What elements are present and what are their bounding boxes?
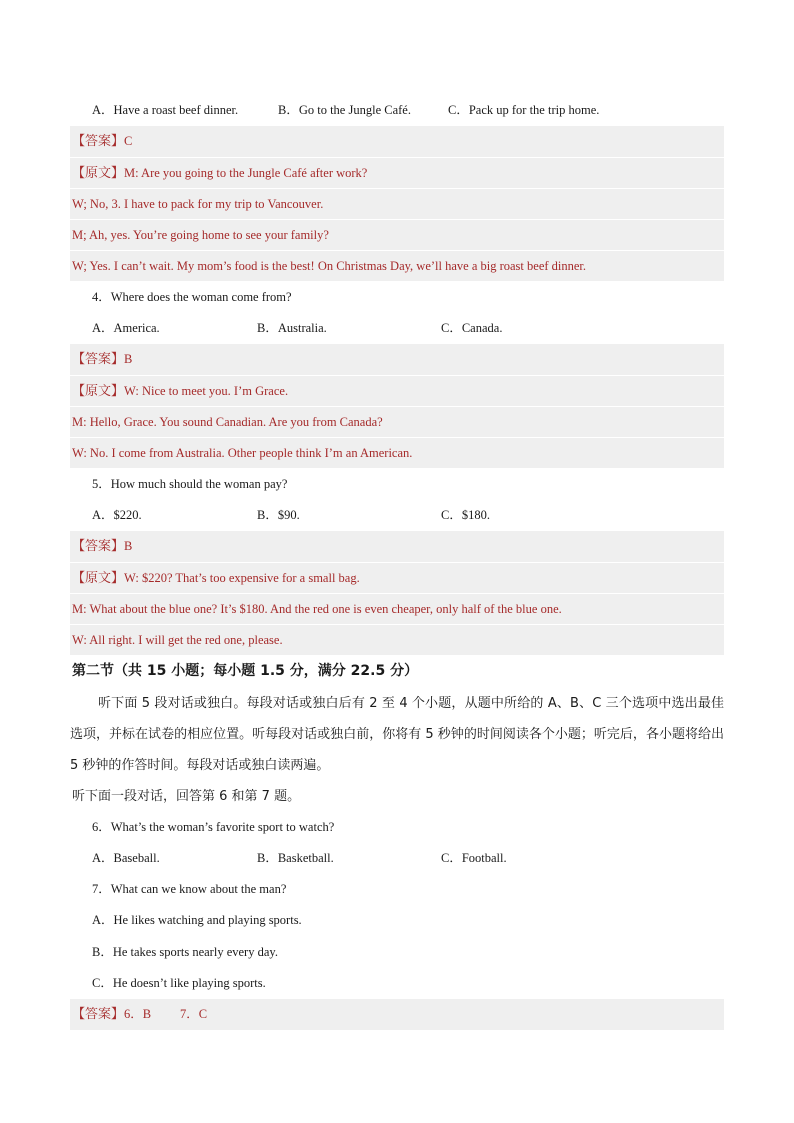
answers-6-7 xyxy=(70,999,724,1030)
q5-question: 5．How much should the woman pay? xyxy=(92,477,288,491)
q6-options xyxy=(70,843,724,874)
q4-options xyxy=(70,313,724,344)
section-heading: 第二节（共 15 小题；每小题 1.5 分，满分 22.5 分） xyxy=(72,663,419,679)
transcript-tag: 【原文】 xyxy=(72,384,125,399)
section-instructions: 听下面 5 段对话或独白。每段对话或独白后有 2 至 4 个小题，从题中所给的 A、B、C 三个选项中选出最佳选项，并标在试卷的相应位置。听每段对话或独白前，你将有 5 秒钟的时间阅读各个小题；听完后，各小题将给出 5 秒钟的作答时间。每段对话或独白读两遍。 xyxy=(70,696,724,773)
answer-tag: 【答案】 xyxy=(72,134,125,149)
answer-value: C xyxy=(124,134,133,148)
q7-option-a: A．He likes watching and playing sports. xyxy=(92,913,302,927)
answer-7: 7．C xyxy=(180,1007,208,1021)
q5-transcript-line-3: W: All right. I will get the red one, please. xyxy=(70,624,724,655)
q3-option-b: B．Go to the Jungle Café. xyxy=(278,103,411,117)
transcript-text: W: Nice to meet you. I’m Grace. xyxy=(124,384,289,398)
q6-option-b: B．Basketball. xyxy=(257,851,334,865)
q4-option-c: C．Canada. xyxy=(441,321,503,335)
answer-tag: 【答案】 xyxy=(72,539,125,554)
q4-question: 4．Where does the woman come from? xyxy=(92,290,292,304)
q7-question: 7．What can we know about the man? xyxy=(92,882,287,896)
q6-option-c: C．Football. xyxy=(441,851,507,865)
q7-option-c: C．He doesn’t like playing sports. xyxy=(92,976,266,990)
answer-value: B xyxy=(124,352,133,366)
transcript-tag: 【原文】 xyxy=(72,166,125,181)
q4-transcript-line-1 xyxy=(70,375,724,406)
q3-transcript-line-4: W; Yes. I can’t wait. My mom’s food is the best! On Christmas Day, we’ll have a big roast beef dinner. xyxy=(70,250,724,281)
q6-option-a: A．Baseball. xyxy=(92,851,160,865)
q3-option-a: A．Have a roast beef dinner. xyxy=(92,103,239,117)
q7-option-b: B．He takes sports nearly every day. xyxy=(92,945,278,959)
answer-tag: 【答案】 xyxy=(72,352,125,367)
q4-answer xyxy=(70,344,724,375)
q3-transcript-line-3: M; Ah, yes. You’re going home to see your family? xyxy=(70,219,724,250)
q5-transcript-line-2: M: What about the blue one? It’s $180. And the red one is even cheaper, only half of the blue one. xyxy=(70,593,724,624)
q5-options xyxy=(70,500,724,531)
answer-value: B xyxy=(124,539,133,553)
answer-6: 6．B xyxy=(124,1007,152,1021)
q4-transcript-line-2: M: Hello, Grace. You sound Canadian. Are you from Canada? xyxy=(70,406,724,437)
transcript-text: W: $220? That’s too expensive for a small bag. xyxy=(124,571,360,585)
q3-transcript-line-2: W; No, 3. I have to pack for my trip to Vancouver. xyxy=(70,188,724,219)
q4-transcript-line-3: W: No. I come from Australia. Other people think I’m an American. xyxy=(70,437,724,468)
q5-transcript-line-1 xyxy=(70,562,724,593)
q3-answer xyxy=(70,126,724,157)
transcript-tag: 【原文】 xyxy=(72,571,125,586)
answer-tag: 【答案】 xyxy=(72,1007,125,1022)
q4-option-b: B．Australia. xyxy=(257,321,327,335)
q4-option-a: A．America. xyxy=(92,321,160,335)
q5-option-b: B．$90. xyxy=(257,508,300,522)
q3-transcript-line-1 xyxy=(70,157,724,188)
q5-option-c: C．$180. xyxy=(441,508,490,522)
q3-options xyxy=(70,95,724,126)
q5-option-a: A．$220. xyxy=(92,508,142,522)
dialog-intro: 听下面一段对话，回答第 6 和第 7 题。 xyxy=(72,789,301,804)
q5-answer xyxy=(70,531,724,562)
transcript-text: M: Are you going to the Jungle Café after work? xyxy=(124,166,368,180)
q3-option-c: C．Pack up for the trip home. xyxy=(448,103,600,117)
q6-question: 6．What’s the woman’s favorite sport to watch? xyxy=(92,820,335,834)
